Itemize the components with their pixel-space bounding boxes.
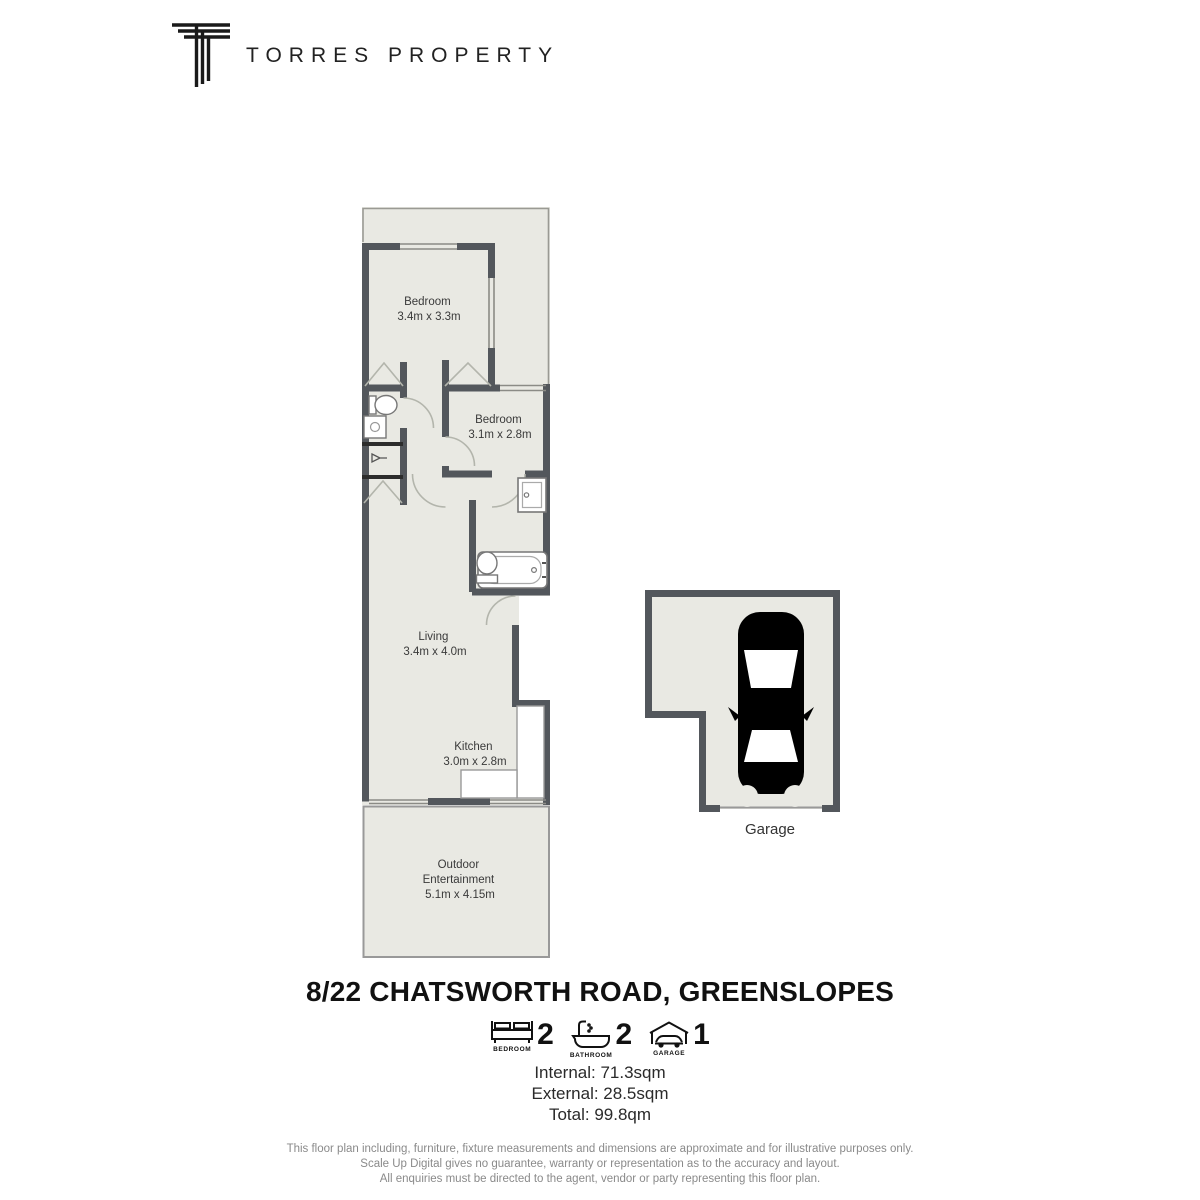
disclaimer-line-3: All enquiries must be directed to the agent, vendor or party representing this floor plan.: [379, 1173, 821, 1185]
disclaimer: [0, 1142, 1200, 1187]
disclaimer-line-1: This floor plan including, furniture, fixture measurements and dimensions are approximate and for illustrative purposes only.: [286, 1143, 914, 1155]
bed-label: BEDROOM: [493, 1046, 532, 1053]
room-label-outdoor: Outdoor Entertainment 5.1m x 4.15m: [422, 859, 495, 901]
property-address-title: 8/22 CHATSWORTH ROAD, GREENSLOPES: [306, 976, 894, 1007]
bed-icon: [490, 1020, 534, 1044]
brand-name: TORRES PROPERTY: [246, 44, 560, 67]
room-label-garage: Garage: [744, 821, 796, 838]
torres-t-logo-icon: [168, 20, 232, 88]
disclaimer-line-2: Scale Up Digital gives no guarantee, warranty or representation as to the accuracy and layout.: [360, 1158, 840, 1170]
feature-bathrooms: [570, 1020, 632, 1059]
bath-count: 2: [615, 1018, 633, 1051]
internal-area: Internal: 71.3sqm: [534, 1063, 666, 1082]
bed-count: 2: [537, 1018, 554, 1051]
room-label-living: Living 3.4m x 4.0m: [403, 631, 467, 658]
toilet2-tank: [477, 575, 498, 583]
garage-feat-label: GARAGE: [653, 1050, 686, 1057]
toilet2-bowl: [477, 552, 497, 574]
feature-bedrooms: [490, 1020, 554, 1053]
brand-logo: [168, 20, 559, 88]
car-icon: [728, 612, 814, 807]
area-stats: [0, 1062, 1200, 1125]
toilet-bowl: [375, 396, 397, 415]
total-area: Total: 99.8qm: [548, 1105, 652, 1124]
external-area: External: 28.5sqm: [531, 1084, 669, 1103]
feature-summary: [0, 1020, 1200, 1059]
room-label-kitchen: Kitchen 3.0m x 2.8m: [443, 741, 507, 768]
room-label-bedroom2: Bedroom 3.1m x 2.8m: [468, 414, 532, 441]
bath-icon: [571, 1020, 611, 1050]
floorplan-drawing: [350, 200, 850, 970]
bath-label: BATHROOM: [569, 1052, 613, 1059]
room-label-bedroom1: Bedroom 3.4m x 3.3m: [397, 296, 461, 323]
floorplan: [350, 200, 850, 970]
garage-count: 1: [693, 1018, 710, 1051]
vanity: [364, 416, 386, 438]
garage-icon: [648, 1020, 690, 1048]
feature-garage: [648, 1020, 710, 1057]
